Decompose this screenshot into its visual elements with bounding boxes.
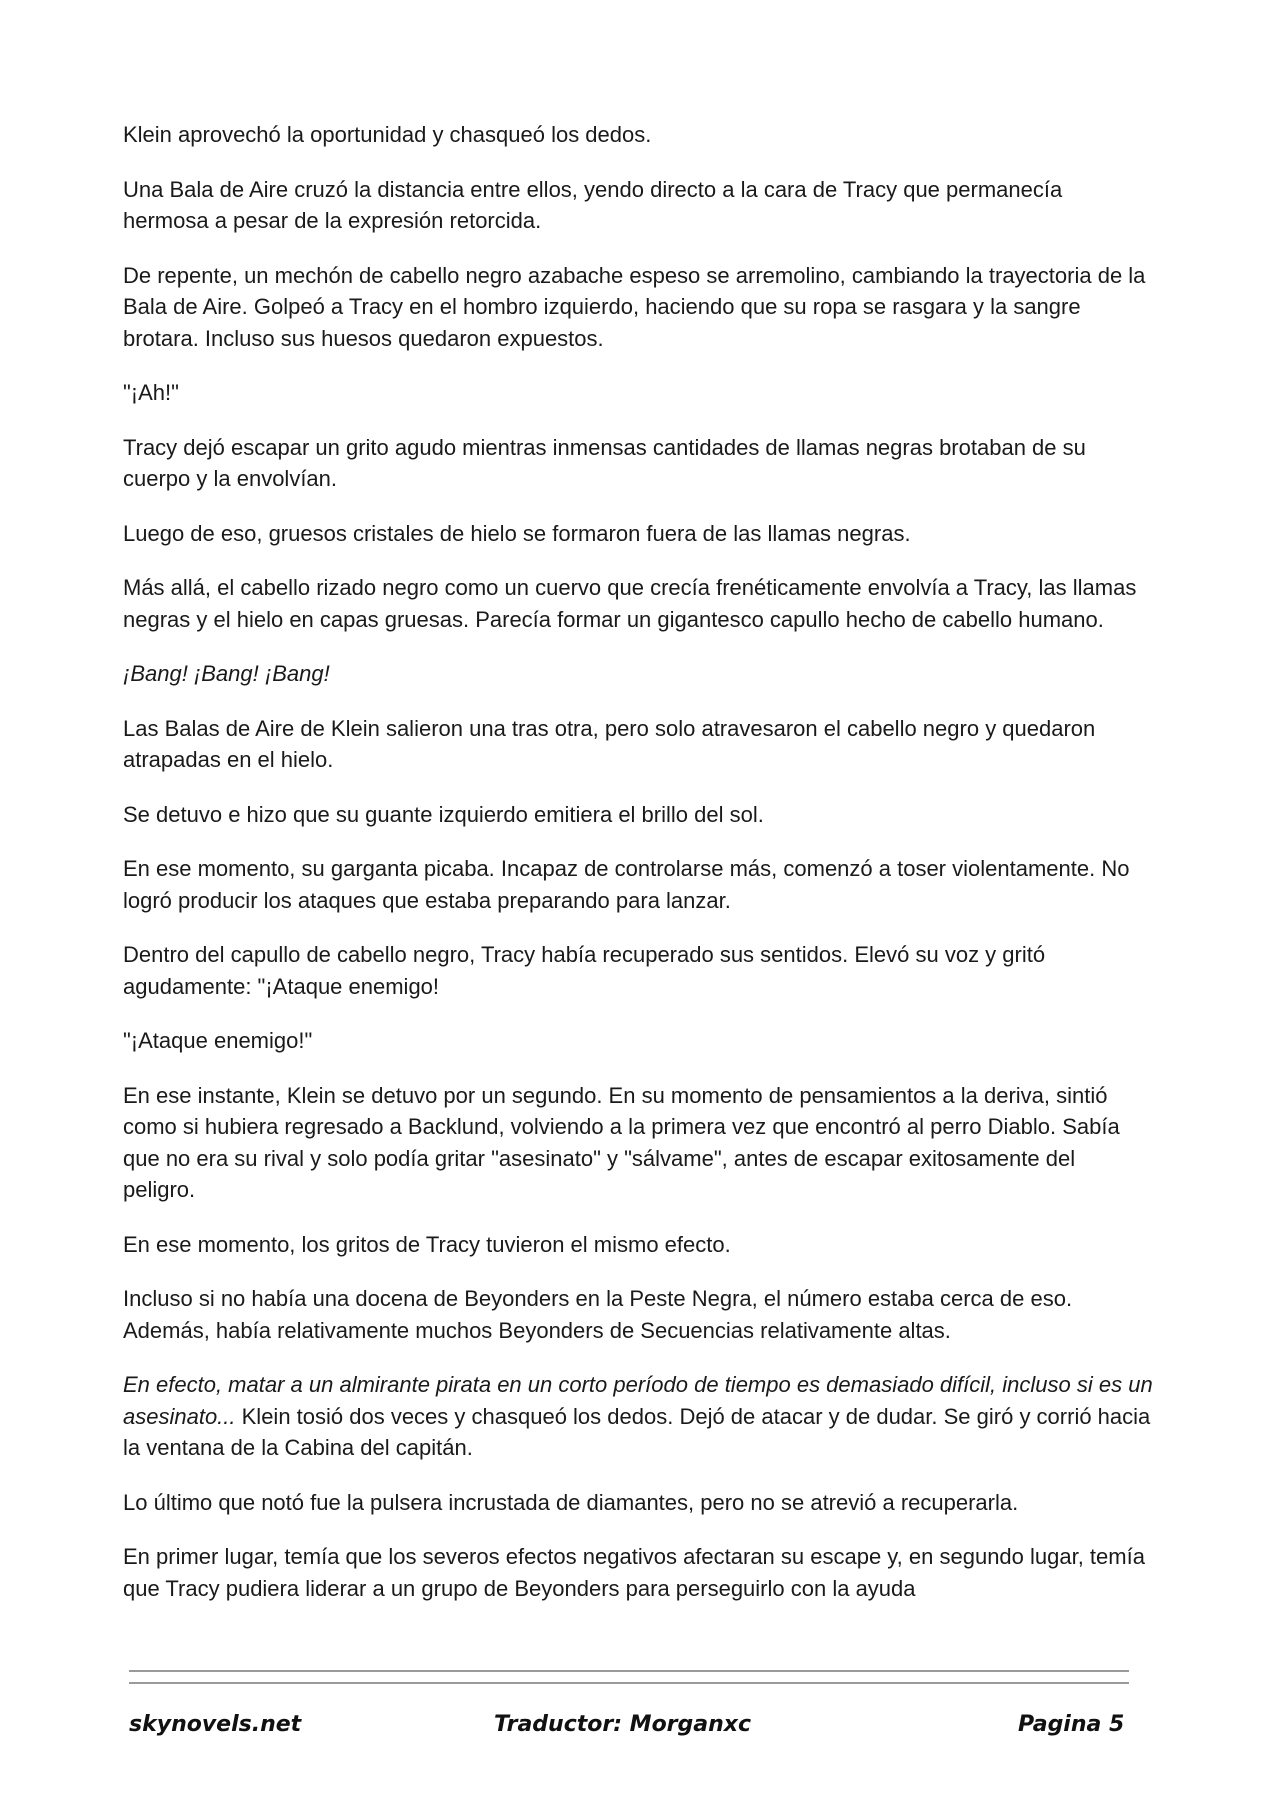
inner-thought-text: En efecto, matar a un almirante pirata en un corto período de tiempo es demasiado difícil, incluso si es un asesinato... [123,1372,1153,1429]
paragraph: En ese instante, Klein se detuvo por un segundo. En su momento de pensamientos a la deriva, sintió como si hubiera regresado a Backlund, volviendo a la primera vez que encontró al perro Diablo. Sabía que no era su rival y solo podía gritar "asesinato" y "sálvame", antes de escapar exitosamente del peligro. [123,1082,1120,1202]
paragraph: Klein aprovechó la oportunidad y chasqueó los dedos. [123,122,652,147]
footer-site: skynovels.net [129,1712,302,1737]
paragraph: En ese momento, su garganta picaba. Incapaz de controlarse más, comenzó a toser violentamente. No logró producir los ataques que estaba preparando para lanzar. [123,856,1130,913]
paragraph-mixed [123,1369,1153,1464]
paragraph: Luego de eso, gruesos cristales de hielo se formaron fuera de las llamas negras. [123,520,911,546]
footer-divider-top [129,1670,1129,1672]
paragraph: Lo último que notó fue la pulsera incrustada de diamantes, pero no se atrevió a recuperarla. [123,1489,1019,1515]
paragraph: De repente, un mechón de cabello negro azabache espeso se arremolino, cambiando la trayectoria de la Bala de Aire. Golpeó a Tracy en el hombro izquierdo, haciendo que su ropa se rasgara y la sangre brotara. Incluso sus huesos quedaron expuestos. [123,262,1146,351]
paragraph: Más allá, el cabello rizado negro como un cuervo que crecía frenéticamente envolvía a Tracy, las llamas negras y el hielo en capas gruesas. Parecía formar un gigantesco capullo hecho de cabello humano. [123,575,1137,632]
footer-page-number: Pagina 5 [1018,1712,1125,1737]
paragraph: "¡Ataque enemigo!" [123,1028,313,1053]
paragraph: Incluso si no había una docena de Beyonders en la Peste Negra, el número estaba cerca de eso. Además, había relativamente muchos Beyonders de Secuencias relativamente altas. [123,1286,1073,1343]
paragraph: Tracy dejó escapar un grito agudo mientras inmensas cantidades de llamas negras brotaban de su cuerpo y la envolvían. [123,434,1086,491]
paragraph: En ese momento, los gritos de Tracy tuvieron el mismo efecto. [123,1231,731,1257]
page-body [123,119,1153,1627]
paragraph: Una Bala de Aire cruzó la distancia entre ellos, yendo directo a la cara de Tracy que permanecía hermosa a pesar de la expresión retorcida. [123,176,1063,233]
paragraph-sound-effect: ¡Bang! ¡Bang! ¡Bang! [123,661,330,686]
footer-translator: Traductor: Morganxc [494,1712,752,1737]
paragraph: Se detuvo e hizo que su guante izquierdo emitiera el brillo del sol. [123,801,764,827]
paragraph: "¡Ah!" [123,380,179,405]
paragraph: Las Balas de Aire de Klein salieron una tras otra, pero solo atravesaron el cabello negro y quedaron atrapadas en el hielo. [123,715,1096,772]
paragraph: En primer lugar, temía que los severos efectos negativos afectaran su escape y, en segundo lugar, temía que Tracy pudiera liderar a un grupo de Beyonders para perseguirlo con la ayuda [123,1544,1145,1601]
footer-divider-bottom [129,1682,1129,1684]
narration-text: Klein tosió dos veces y chasqueó los dedos. Dejó de atacar y de dudar. Se giró y corrió hacia la ventana de la Cabina del capitán. [123,1403,1151,1460]
paragraph: Dentro del capullo de cabello negro, Tracy había recuperado sus sentidos. Elevó su voz y gritó agudamente: "¡Ataque enemigo! [123,942,1046,999]
